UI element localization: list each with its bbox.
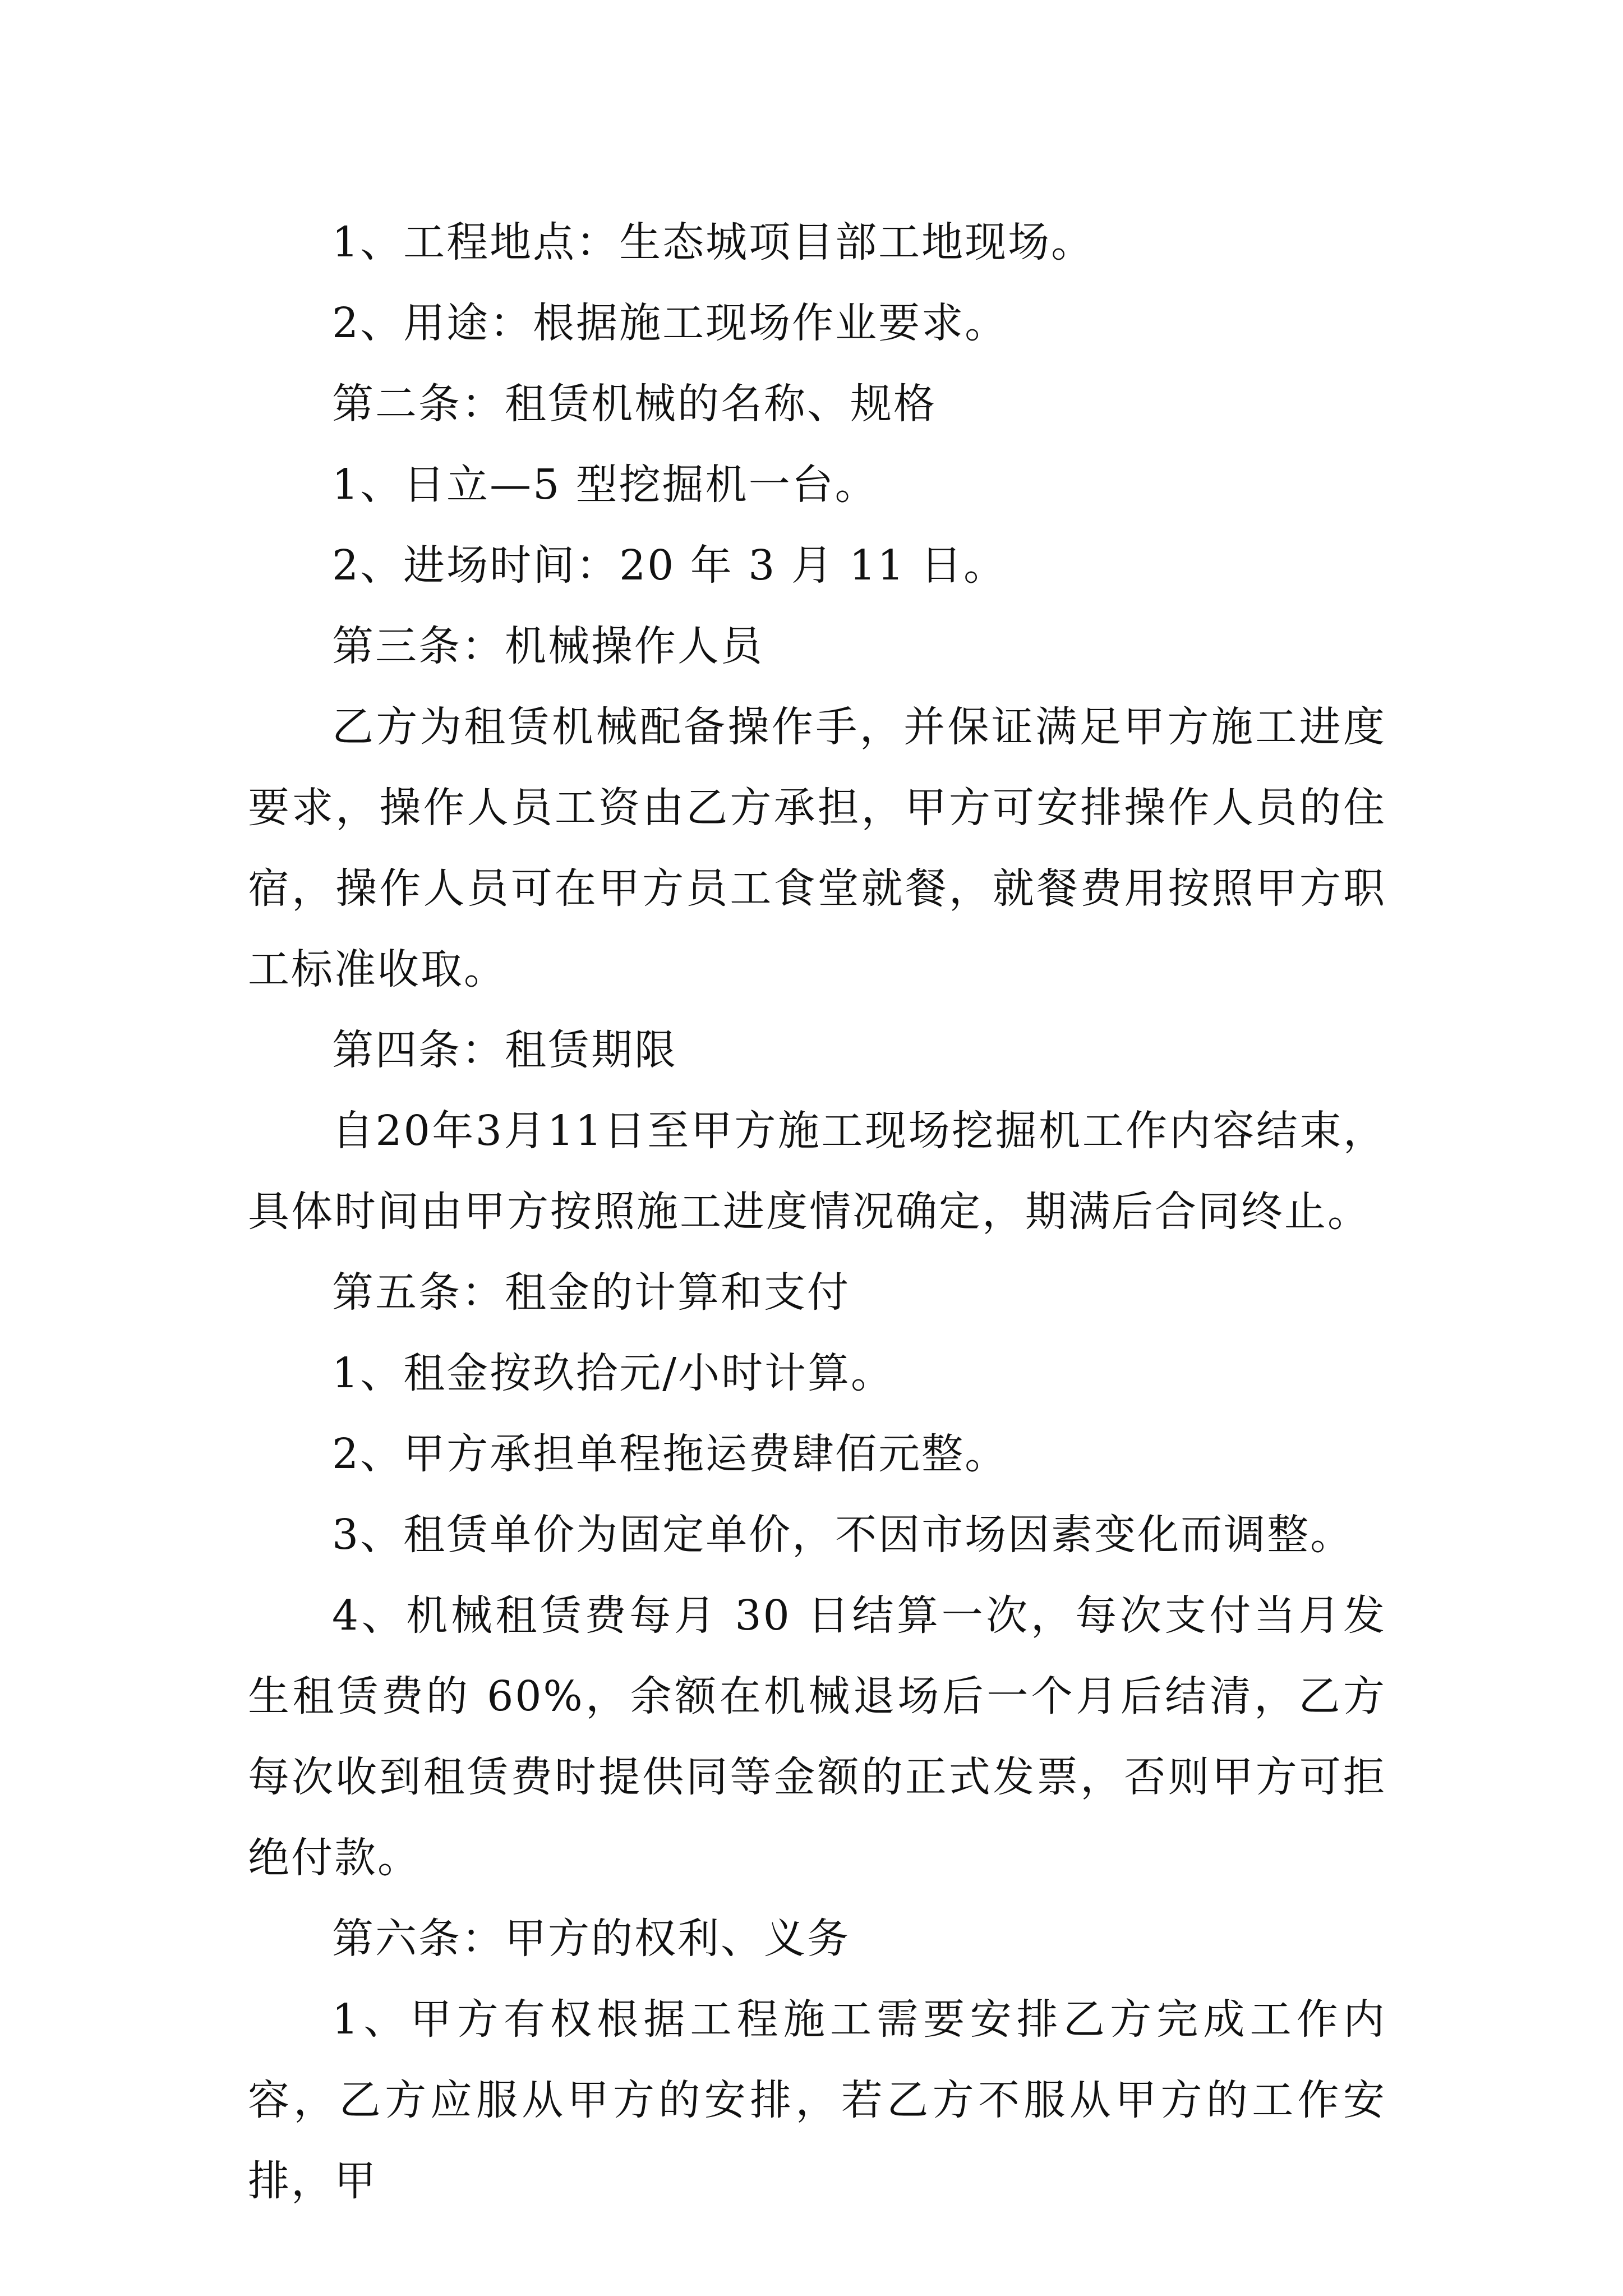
paragraph-party-a-rights: 1、甲方有权根据工程施工需要安排乙方完成工作内容，乙方应服从甲方的安排，若乙方不服从甲方的工作安排，甲 xyxy=(248,1995,1386,2205)
paragraph-machine-model: 1、日立—5 型挖掘机一台。 xyxy=(332,461,878,509)
document-body xyxy=(248,202,1386,2221)
article-3-heading: 第三条：机械操作人员 xyxy=(332,622,764,670)
paragraph-site-location: 1、工程地点：生态城项目部工地现场。 xyxy=(332,218,1095,266)
article-5-heading: 第五条：租金的计算和支付 xyxy=(332,1268,850,1317)
paragraph-lease-term: 自20年3月11日至甲方施工现场挖掘机工作内容结束，具体时间由甲方按照施工进度情况确定，期满后合同终止。 xyxy=(248,1107,1386,1236)
article-2-heading: 第二条：租赁机械的名称、规格 xyxy=(332,380,937,428)
paragraph-usage: 2、用途：根据施工现场作业要求。 xyxy=(332,299,1008,347)
article-4-heading: 第四条：租赁期限 xyxy=(332,1026,677,1074)
paragraph-hourly-rent: 1、租金按玖拾元/小时计算。 xyxy=(332,1349,895,1397)
article-6-heading: 第六条：甲方的权利、义务 xyxy=(332,1915,850,1963)
paragraph-operators: 乙方为租赁机械配备操作手，并保证满足甲方施工进度要求，操作人员工资由乙方承担，甲方可安排操作人员的住宿，操作人员可在甲方员工食堂就餐，就餐费用按照甲方职工标准收取。 xyxy=(248,703,1386,993)
paragraph-fixed-price: 3、租赁单价为固定单价，不因市场因素变化而调整。 xyxy=(332,1511,1354,1559)
paragraph-towing-fee: 2、甲方承担单程拖运费肆佰元整。 xyxy=(332,1430,1008,1478)
paragraph-settlement: 4、机械租赁费每月 30 日结算一次，每次支付当月发生租赁费的 60%，余额在机械退场后一个月后结清，乙方每次收到租赁费时提供同等金额的正式发票，否则甲方可拒绝付款。 xyxy=(248,1591,1386,1882)
paragraph-entry-date: 2、进场时间：20 年 3 月 11 日。 xyxy=(332,541,1007,590)
